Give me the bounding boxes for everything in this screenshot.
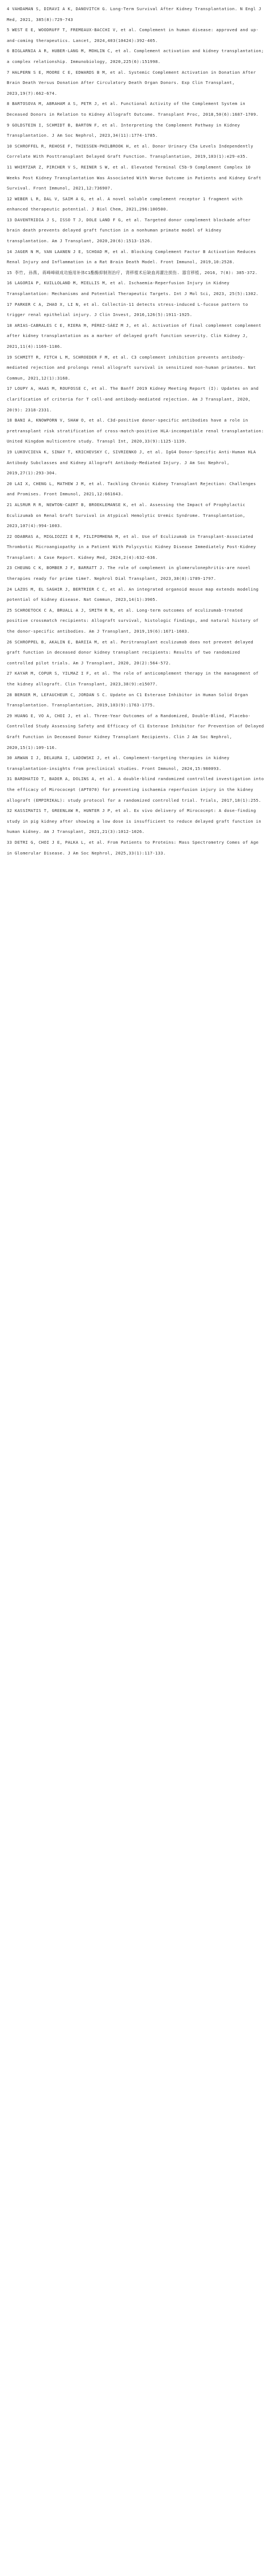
reference-item: 15 李竹, 孙燕, 蒋峰峰硕成功施用补体C1酯酶抑制剂治疗, 肾移植术后缺血再灌注损伤. 器官移植, 2016, 7(8): 385-372. <box>7 270 258 275</box>
reference-item: 17 LOUPY A, HAAS M, ROUFOSSE C, et al. The Banff 2019 Kidney Meeting Report (I): Updates on and clarification of criteria for T cell-and antibody-mediated rejection. Am J Transplant, 2020, 20(9): 2318-2331. <box>7 386 259 413</box>
reference-item: 9 GOLDSTEIN I, SCHMIDT B, BARTON F, et al. Interpreting the Complement Pathway in Kidney Transplantation. J Am Soc Nephrol, 2023,34(11):1774-1785. <box>7 122 240 138</box>
reference-item: 22 ODABRAS A, MIGLIOZZI E R, FILIPOMHENA M, et al. Use of Eculizumab in Transplant-Associated Thrombotic Microangiopathy in a Patient With Polycystic Kidney Disease Immediately Post-Kidney Transplant: A Case Report. Kidney Med, 2024,2(4):632-636. <box>7 533 256 560</box>
reference-item: 27 KAYAR M, COPUR S, YILMAZ I F, et al. The role of anticomplement therapy in the management of the kidney allograft. Clin Transplant, 2023,38(9):e15077. <box>7 671 259 687</box>
reference-item: 5 WEST E E, WOODRUFF T, FREMEAUX-BACCHI V, et al. Complement in human disease: approved and up-and-coming therapeutics. Lancet, 2024,403(10424):392-405. <box>7 27 259 43</box>
reference-item: 18 ARIAS-CABRALES C E, RIERA M, PÉREZ-SÁEZ M J, et al. Activation of final complement complement after kidney transplantation as a marker of delayed graft function severity. Clin Kidney J, 2021,11(4):1169-1186. <box>7 322 262 349</box>
reference-item: 12 WEBER L R, DAL V, SAIM A G, et al. A novel soluble complement receptor 1 fragment with enhanced therapeutic potential. J Biol Chem, 2021,296:100500. <box>7 196 243 212</box>
reference-item: 19 LUKOVCIEVA K, SINAY T, KRICHEVSKY C, SIVRIENKO J, et al. IgG4 Donor-Specific Anti-Human HLA Antibody Subclasses and Kidney Allograft Antibody-Mediated Injury. J Am Soc Nephrol, 2019,27(1):293-304. <box>7 449 256 476</box>
reference-item: 14 JAGER N M, VAN LAANEN J E, SCHOAD M, et al. Blocking Complement Factor B Activation Reduces Renal Injury and Inflammation in a Rat Brain Death Model. Front Immunol, 2019,10:2528. <box>7 249 256 265</box>
reference-item: 32 KASSIMATIS T, GREENLAW R, HUNTER J P, et al. Ex vivo delivery of Mirococept: A dose-finding study in pig kidney after showing a low dose is insufficient to reduce delayed graft function in human kidney. Am J Transplant, 2021,21(3):1012-1026. <box>7 808 262 835</box>
reference-item: 11 WHIRTZAR Z, PIRCHER V S, REINER S W, et al. Elevated Terminal C5b-9 Complement Complex 10 Weeks Post Kidney Transplantation Was Associated With Worse Outcome in Patients and Kidney Graft Survival. Front Immunol, 2021,12:736907. <box>7 164 262 191</box>
reference-item: 6 BIGLARNIA A R, HUBER-LANG M, MOHLIN C, et al. Complement activation and kidney transplantation; a complex relationship. Immunobiology, 2020,225(6):151998. <box>7 48 264 64</box>
reference-item: 24 LAZOS M, EL SAGHIR J, BERTRIER C C, et al. An integrated organoid mouse map extends modeling potential of kidney disease. Nat Commun, 2023,14(1):3905. <box>7 586 259 603</box>
reference-item: 28 BERGER M, LEFAUCHEUR C, JORDAN S C. Update on C1 Esterase Inhibitor in Human Solid Organ Transplantation. Transplantation, 2019,103(9):1763-1775. <box>7 692 248 708</box>
reference-item: 19 SCHMITT R, FITCH L M, SCHROEDER F M, et al. C3 complement inhibition prevents antibody-mediated rejection and prolongs renal allograft survival in sensitized non-human primates. Nat Commun, 2021,12(1):3168. <box>7 354 256 381</box>
reference-item: 31 BARDHATIO T, BADER A, DOLINS A, et al. A double-blind randomized controlled investigation into the efficacy of Mirococept (APT070) for preventing ischaemia reperfusion injury in the kidney allograft (EMPIRIKAL): study protocol for a randomized controlled trial. Trials, 2017,18(1):255. <box>7 776 264 803</box>
reference-item: 10 SCHROFFEL R, REHOSE F, THIESSEN-PHILBROOK H, et al. Donor Urinary C5a Levels Independently Correlate With Posttransplant Delayed Graft Function. Transplantation, 2019,103(1):e29-e35. <box>7 143 253 159</box>
reference-item: 16 LAGORIA P, KUILLOLAND M, MIELLIS M, et al. Ischaemia-Reperfusion Injury in Kidney Transplantation: Mechanisms and Potential Therapeutic Targets. Int J Mol Sci, 2023, 25(5):1302. <box>7 280 259 297</box>
reference-list <box>7 4 266 858</box>
reference-item: 4 VAHDAMAN S, DIRAVI A K, DANOVITCH G. Long-Term Survival After Kidney Transplantation. N Engl J Med, 2021, 385(8):729-743 <box>7 6 262 22</box>
reference-item: 7 HALPERN S E, MOORE C E, EDWARDS B M, et al. Systemic Complement Activation in Donation After Brain Death Versus Donation After Circulatory Death Organ Donors. Exp Clin Transplant, 2023,19(7):662-674. <box>7 69 256 96</box>
reference-item: 13 DAVENTRIDIA J S, ISSO T J, DOLE LAND F G, et al. Targeted donor complement blockade after brain death prevents delayed graft function in a nonhuman primate model of kidney transplantation. Am J Transplant, 2020,20(6):1513-1526. <box>7 217 251 244</box>
document-page <box>0 0 272 858</box>
reference-item: 20 LAI X, CHENG L, MATHEW J M, et al. Tackling Chronic Kidney Transplant Rejection: Challenges and Promises. Front Immunol, 2021,12:661643. <box>7 481 256 497</box>
reference-item: 17 PARKER C A, ZHAO X, LI N, et al. Collectin-11 detects stress-induced L-fucose pattern to trigger renal epithelial injury. J Clin Invest, 2016,126(5):1911-1925. <box>7 301 248 318</box>
reference-item: 21 ALSRUR R R, NEWTON-CAERT B, BROEKLEMANSE K, et al. Assessing the Impact of Prophylactic Eculizumab on Renal Graft Survival in Atypical Hemolytic Uremic Syndrome. Transplantation, 2023,107(4):994-1003. <box>7 502 245 529</box>
reference-item: 18 BANI A, KNOWPORN V, SHAW O, et al. C3d-positive donor-specific antibodies have a role in pretransplant risk stratification of cross-match-positive HLA-incompatible renal transplantation: United Kingdom multicentre study. Transpl Int, 2020,33(9):1125-1139. <box>7 418 264 444</box>
reference-item: 29 HUANG E, VO A, CHOI J, et al. Three-Year Outcomes of a Randomized, Double-Blind, Placebo-Controlled Study Assessing Safety and Efficacy of C1 Esterase Inhibitor for Prevention of Delayed Graft Function in Deceased Donor Kidney Transplant Recipients. Clin J Am Soc Nephrol, 2020,15(1):109-116. <box>7 713 264 750</box>
reference-item: 8 BARTOSOVA M, ABRAHAM A S, PETR J, et al. Functional Activity of the Complement System in Deceased Donors in Relation to Kidney Allograft Outcome. Transplant Proc, 2018,50(6):1687-1709. <box>7 101 259 117</box>
reference-item: 26 SCHROPPEL B, AKALIN E, BARIIA M, et al. Peritransplant eculizumab does not prevent delayed graft function in deceased donor kidney transplant recipients: Results of two randomized controlled pilot trials. Am J Transplant, 2020, 20(2):564-572. <box>7 639 253 666</box>
reference-item: 30 ARWAN I J, DELAURA I, LADOWSKI J, et al. Complement-targeting therapies in kidney transplantation-insights from preclinical studies. Front Immunol, 2024,15:980093. <box>7 755 230 771</box>
reference-item: 25 SCHROETOCK C A, BRUALL A J, SMITH R N, et al. Long-term outcomes of eculizumab-treated positive crossmatch recipients: Allograft survival, histologic findings, and natural history of the donor-specific antibodies. Am J Transplant, 2019,19(6):1671-1683. <box>7 607 259 634</box>
reference-item: 33 DETRI G, CHOI J E, PALKA L, et al. From Patients to Proteins: Mass Spectrometry Comes of Age in Glomerular Disease. J Am Soc Nephrol, 2025,33(1):117-133. <box>7 839 259 856</box>
reference-item: 23 CHEUNG C K, BOMBER J F, BARRATT J. The role of complement in glomerulonephritis-are novel therapies ready for prime time?. Nephrol Dial Transplant, 2023,38(8):1789-1797. <box>7 565 251 582</box>
